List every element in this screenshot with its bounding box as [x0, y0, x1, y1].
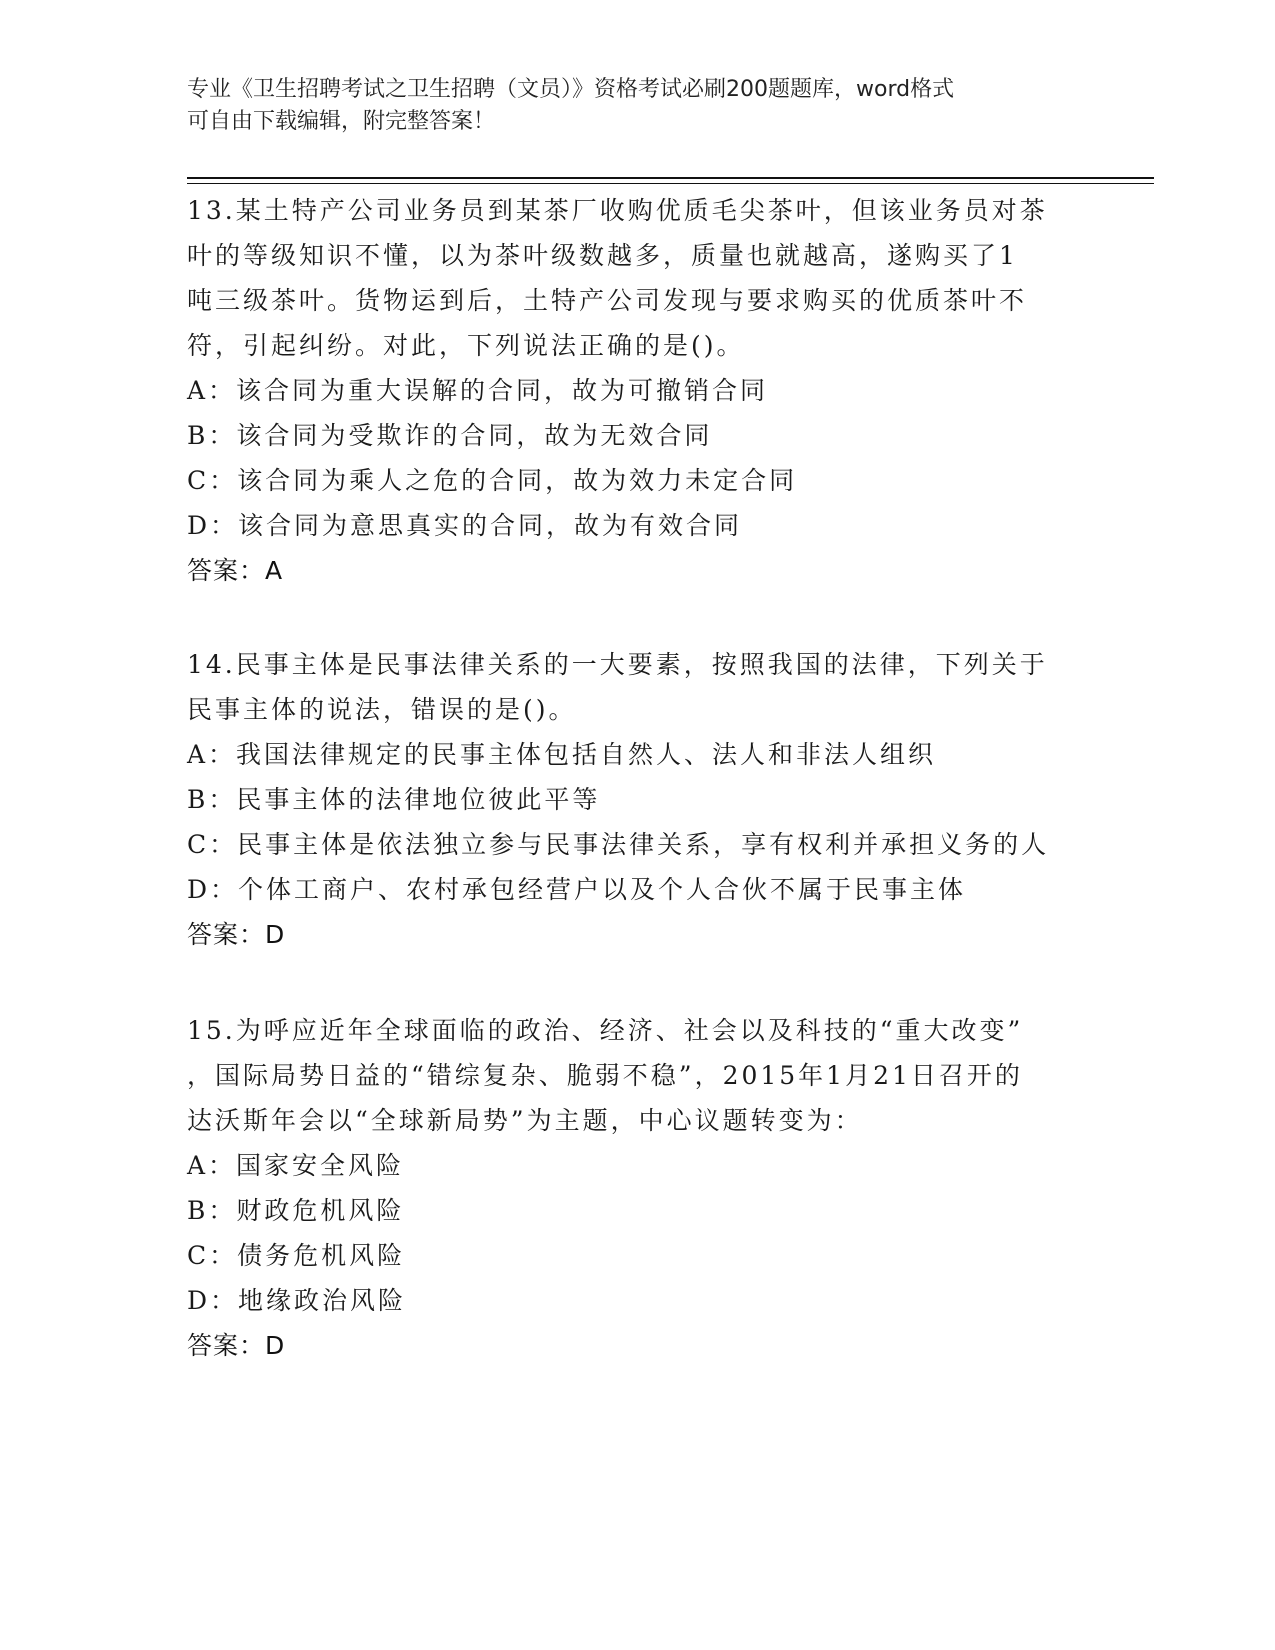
question-15 — [187, 1008, 1087, 1369]
question-stem-line: 吨三级茶叶。货物运到后，土特产公司发现与要求购买的优质茶叶不 — [187, 286, 1028, 315]
question-14 — [187, 642, 1087, 958]
header-rule-thick — [187, 177, 1154, 179]
option-d: D：个体工商户、农村承包经营户以及个人合伙不属于民事主体 — [187, 875, 967, 904]
option-b: B：该合同为受欺诈的合同，故为无效合同 — [187, 421, 713, 450]
header-line-1: 专业《卫生招聘考试之卫生招聘（文员）》资格考试必刷200题题库，word格式 — [187, 77, 955, 102]
answer-label: 答案：A — [187, 556, 284, 585]
option-b: B：民事主体的法律地位彼此平等 — [187, 785, 601, 814]
answer-label: 答案：D — [187, 1331, 286, 1360]
question-stem-line: 符，引起纠纷。对此，下列说法正确的是()。 — [187, 331, 745, 360]
header-rule-thin — [187, 183, 1154, 184]
question-stem-line: 叶的等级知识不懂，以为茶叶级数越多，质量也就越高，遂购买了1 — [187, 241, 1018, 270]
question-stem-line: ，国际局势日益的“错综复杂、脆弱不稳”，2015年1月21日召开的 — [187, 1061, 1023, 1090]
option-c: C：该合同为乘人之危的合同，故为效力未定合同 — [187, 466, 798, 495]
question-stem-line: 14.民事主体是民事法律关系的一大要素，按照我国的法律，下列关于 — [187, 650, 1048, 679]
question-stem-line: 15.为呼应近年全球面临的政治、经济、社会以及科技的“重大改变” — [187, 1016, 1024, 1045]
option-d: D：地缘政治风险 — [187, 1286, 407, 1315]
header-line-2: 可自由下载编辑，附完整答案！ — [187, 109, 496, 134]
answer-label: 答案：D — [187, 920, 286, 949]
document-header — [187, 74, 1087, 138]
question-stem-line: 13.某土特产公司业务员到某茶厂收购优质毛尖茶叶，但该业务员对茶 — [187, 196, 1048, 225]
option-a: A：我国法律规定的民事主体包括自然人、法人和非法人组织 — [187, 740, 937, 769]
question-stem-line: 民事主体的说法，错误的是()。 — [187, 695, 577, 724]
option-a: A：国家安全风险 — [187, 1151, 405, 1180]
option-c: C：债务危机风险 — [187, 1241, 406, 1270]
option-c: C：民事主体是依法独立参与民事法律关系，享有权利并承担义务的人 — [187, 830, 1050, 859]
option-d: D：该合同为意思真实的合同，故为有效合同 — [187, 511, 743, 540]
option-b: B：财政危机风险 — [187, 1196, 405, 1225]
option-a: A：该合同为重大误解的合同，故为可撤销合同 — [187, 376, 769, 405]
question-stem-line: 达沃斯年会以“全球新局势”为主题，中心议题转变为： — [187, 1106, 863, 1135]
question-13 — [187, 188, 1087, 594]
